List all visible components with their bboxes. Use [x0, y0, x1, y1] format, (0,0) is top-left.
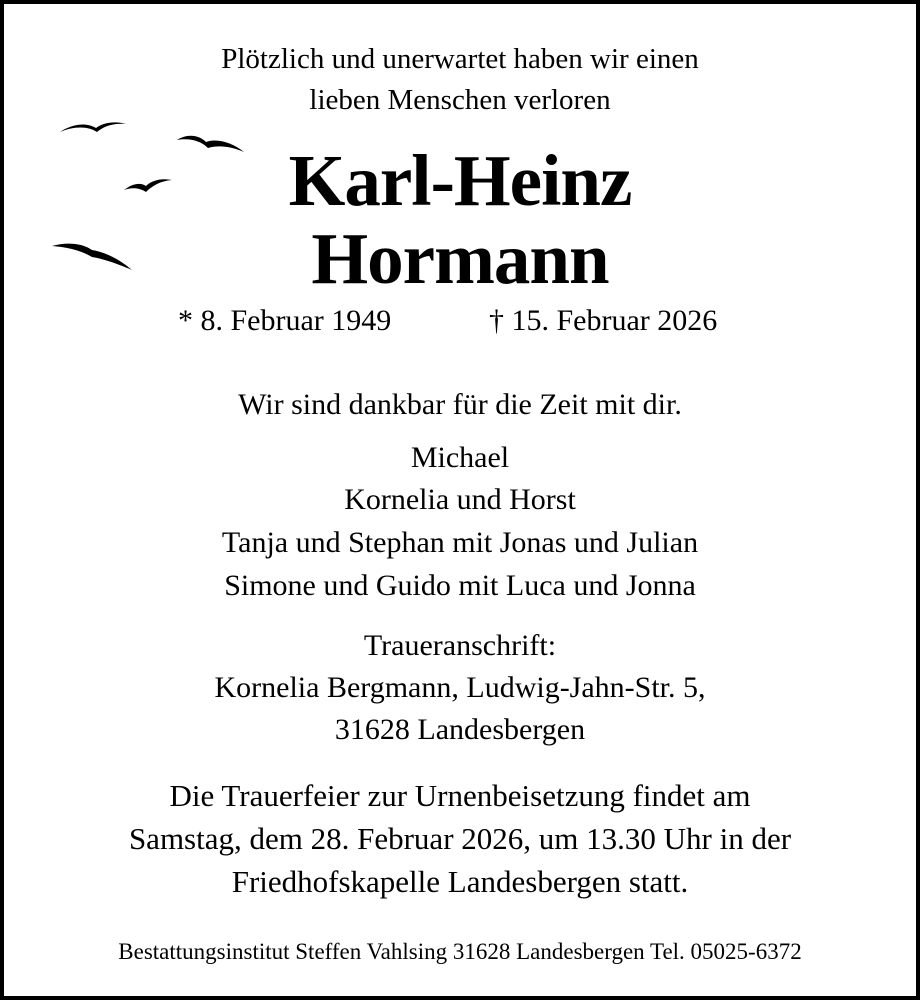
birth-date: * 8. Februar 1949 — [178, 304, 392, 337]
funeral-home-footer: Bestattungsinstitut Steffen Vahlsing 31628 Landesbergen Tel. 05025-6372 — [118, 939, 802, 964]
address-line-1: Kornelia Bergmann, Ludwig-Jahn-Str. 5, — [214, 671, 706, 704]
death-date: † 15. Februar 2026 — [489, 304, 718, 337]
intro-line-2: lieben Menschen verloren — [309, 84, 611, 116]
ceremony-line-3: Friedhofskapelle Landesbergen statt. — [231, 864, 689, 899]
intro-line-1: Plötzlich und unerwartet haben wir einen — [221, 43, 699, 75]
deceased-first-name: Karl-Heinz — [288, 140, 632, 221]
deceased-last-name: Hormann — [311, 218, 609, 299]
mourner-line: Simone und Guido mit Luca und Jonna — [224, 569, 696, 602]
mourner-line: Michael — [410, 441, 510, 474]
gratitude-text: Wir sind dankbar für die Zeit mit dir. — [238, 388, 682, 421]
mourner-line: Kornelia und Horst — [344, 483, 576, 516]
address-line-2: 31628 Landesbergen — [334, 713, 586, 746]
mourner-line: Tanja und Stephan mit Jonas und Julian — [221, 526, 699, 559]
ceremony-line-1: Die Trauerfeier zur Urnenbeisetzung findet am — [169, 778, 751, 813]
address-label: Traueranschrift: — [363, 629, 557, 662]
ceremony-line-2: Samstag, dem 28. Februar 2026, um 13.30 Uhr in der — [128, 821, 792, 856]
